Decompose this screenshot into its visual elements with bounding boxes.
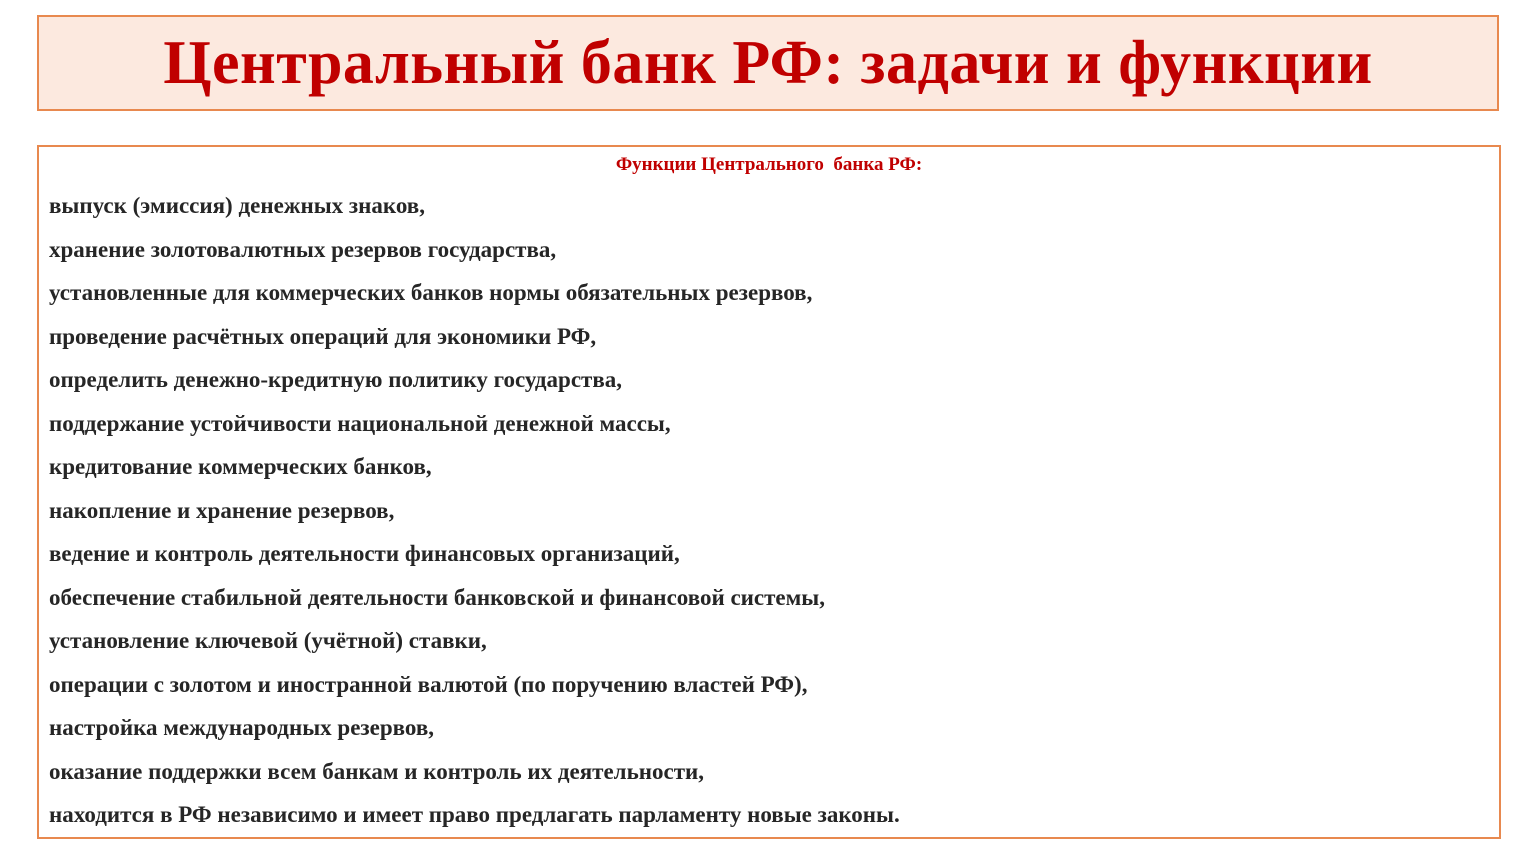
list-item: выпуск (эмиссия) денежных знаков, (49, 193, 425, 218)
list-item: установление ключевой (учётной) ставки, (49, 628, 487, 653)
functions-panel (37, 145, 1501, 839)
list-item: поддержание устойчивости национальной денежной массы, (49, 410, 671, 436)
list-item: установленные для коммерческих банков нормы обязательных резервов, (49, 280, 813, 305)
list-item: накопление и хранение резервов, (49, 497, 395, 523)
title-banner (37, 15, 1499, 111)
functions-heading: Функции Центрального банка РФ: (615, 154, 923, 175)
page-title: Центральный банк РФ: задачи и функции (163, 28, 1373, 97)
list-item: кредитование коммерческих банков, (49, 454, 432, 479)
list-item: находится в РФ независимо и имеет право предлагать парламенту новые законы. (49, 802, 900, 827)
functions-list (49, 191, 900, 844)
list-item: определить денежно-кредитную политику государства, (49, 367, 623, 392)
list-item: проведение расчётных операций для экономики РФ, (49, 323, 597, 349)
list-item: хранение золотовалютных резервов государства, (49, 236, 557, 262)
list-item: настройка международных резервов, (49, 715, 435, 740)
list-item: операции с золотом и иностранной валютой (по поручению властей РФ), (49, 671, 808, 697)
list-item: ведение и контроль деятельности финансовых организаций, (49, 541, 680, 566)
list-item: обеспечение стабильной деятельности банковской и финансовой системы, (49, 584, 826, 610)
list-item: оказание поддержки всем банкам и контроль их деятельности, (49, 758, 704, 784)
